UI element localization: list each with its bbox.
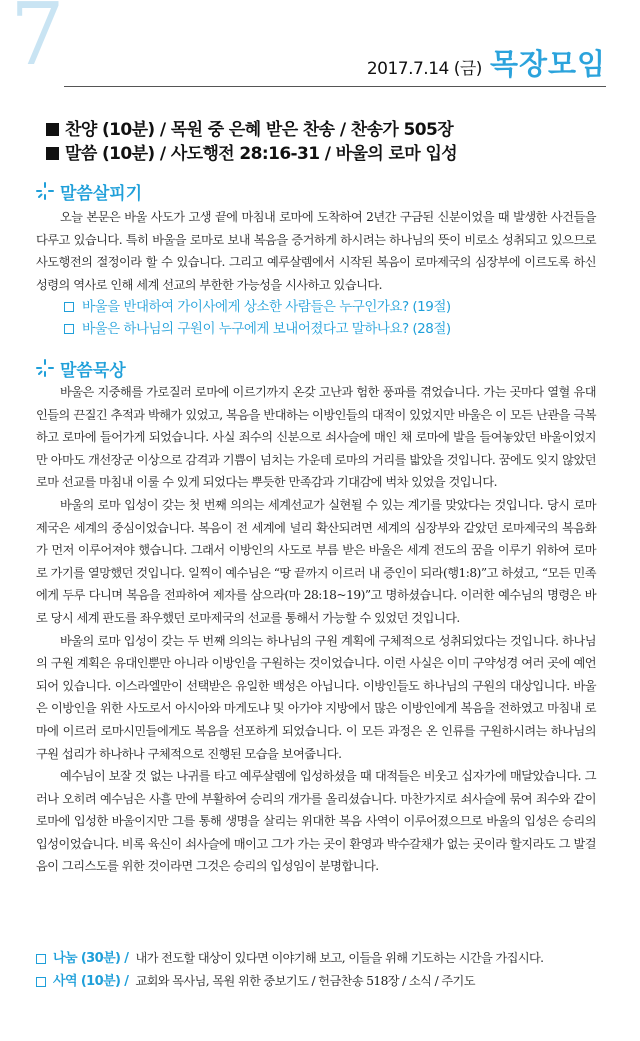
activity-text: 내가 전도할 대상이 있다면 이야기해 보고, 이들을 위해 기도하는 시간을 가집시다. [135,951,544,965]
square-outline-icon [64,302,74,312]
section-paragraph: 오늘 본문은 바울 사도가 고생 끝에 마침내 로마에 도착하여 2년간 구금된 신분이었을 때 발생한 사건들을 다루고 있습니다. 특히 바울을 로마로 보내 복음을 증거하게 하시려는 하나님의 뜻이 비로소 성취되고 있으므로 사도행전의 절정이라 할 수 있습니다. 그리고 예루살렘에서 시작된 복음이 로마제국의 심장부에 이르도록 하신 성령의 역사로 인해 세계 선교의 부한한 가능성을 시사하고 있습니다. [36,210,596,292]
section-paragraph: 바울의 로마 입성이 갖는 첫 번째 의의는 세계선교가 실현될 수 있는 계기를 맞았다는 것입니다. 당시 로마제국은 세계의 중심이었습니다. 복음이 전 세계에 널리 확산되려면 세계의 심장부와 같았던 로마제국의 복음화가 먼저 이루어져야 했습니다. 그래서 이방인의 사도로 부름 받은 바울은 세계 전도의 꿈을 이루기 위하여 로마로 가기를 열망했던 것입니다. 일찍이 예수님은 “땅 끝까지 이르러 내 증인이 되라(행1:8)”고 하셨고, “모든 민족에게 두루 다니며 복음을 전파하여 제자를 삼으라(마 28:18~19)”고 명하셨습니다. 이러한 예수님의 명령은 바로 당시 세계 판도를 좌우했던 로마제국의 선교를 통해서 가능할 수 있었던 것입니다. [36,497,596,625]
activity-item [36,970,606,993]
square-outline-icon [64,324,74,334]
schedule-item [46,118,606,142]
activity-item [36,947,606,970]
schedule-item [46,142,606,166]
square-bullet-icon [46,147,59,160]
section-paragraph: 예수님이 보잘 것 없는 나귀를 타고 예루살렘에 입성하셨을 때 대적들은 비웃고 십자가에 매달았습니다. 그러나 오히려 예수님은 사흘 만에 부활하여 승리의 개가를 올리셨습니다. 마찬가지로 쇠사슬에 묶여 죄수와 같이 로마에 입성한 바울이지만 그를 통해 생명을 살리는 위대한 복음 사역이 이루어졌으므로 바울의 입성은 승리의 입성이었습니다. 비록 육신이 쇠사슬에 매이고 그가 가는 곳이 환영과 박수갈채가 없는 곳이라 할지라도 그 발걸음이 그리스도를 위한 것이라면 그것은 승리의 입성임이 분명합니다. [36,769,596,874]
square-outline-icon [36,977,46,987]
schedule-item-text: 말씀 (10분) / 사도행전 28:16-31 / 바울의 로마 입성 [65,144,458,164]
section-title [36,357,596,379]
header-date: 2017.7.14 (금) [366,59,482,79]
question-item [36,296,596,318]
section-observe [36,180,596,340]
activity-label: 사역 (10분) / [53,974,129,989]
activities-block [36,947,606,993]
section-title-text: 말씀묵상 [60,360,126,381]
header-title: 목장모임 [489,47,606,81]
schedule-block [46,118,606,166]
header [367,42,606,83]
sparkle-icon [36,182,54,200]
section-title-text: 말씀살피기 [60,183,143,204]
square-outline-icon [36,954,46,964]
question-item [36,318,596,340]
question-text: 바울을 반대하여 가이사에게 상소한 사람들은 누구인가요? (19절) [82,299,451,316]
section-paragraph: 바울은 지중해를 가로질러 로마에 이르기까지 온갖 고난과 험한 풍파를 겪었습니다. 가는 곳마다 열혈 유대인들의 끈질긴 추적과 박해가 있었고, 복음을 반대하는 이방인들의 대적이 있었지만 바울은 이 모든 난관을 극복하고 로마에 들어가게 되었습니다. 사실 죄수의 신분으로 쇠사슬에 매인 채 로마에 발을 들여놓았던 바울이었지만 아마도 개선장군 이상으로 감격과 기쁨이 넘치는 가운데 로마의 거리를 밟았을 것입니다. 꿈에도 잊지 않았던 로마 선교를 마침내 이룰 수 있게 되었다는 뿌듯한 만족감과 기대감에 벅차 있었을 것입니다. [36,385,596,490]
activity-label: 나눔 (30분) / [53,951,129,966]
activity-text: 교회와 목사님, 목원 위한 중보기도 / 헌금찬송 518장 / 소식 / 주기도 [135,974,475,988]
section-meditate [36,357,596,878]
section-paragraph: 바울의 로마 입성이 갖는 두 번째 의의는 하나님의 구원 계획에 구체적으로 성취되었다는 것입니다. 하나님의 구원 계획은 유대인뿐만 아니라 이방인을 구원하는 것이었습니다. 이런 사실은 이미 구약성경 여러 곳에 예언되어 있습니다. 이스라엘만이 선택받은 유일한 백성은 아닙니다. 이방인들도 하나님의 구원의 대상입니다. 바울은 이방인을 위한 사도로서 아시아와 마게도냐 및 아가야 지방에서 많은 이방인에게 복음을 전하였고 마침내 로마에 이르러 로마시민들에게도 복음을 선포하게 되었습니다. 이 모든 과정은 온 인류를 구원하시려는 하나님의 구원 섭리가 하나하나 구체적으로 진행된 모습을 보여줍니다. [36,633,596,761]
sparkle-icon [36,359,54,377]
schedule-item-text: 찬양 (10분) / 목원 중 은혜 받은 찬송 / 찬송가 505장 [65,120,454,140]
header-divider [64,86,606,87]
square-bullet-icon [46,123,59,136]
section-title [36,180,596,202]
question-text: 바울은 하나님의 구원이 누구에게 보내어졌다고 말하나요? (28절) [82,321,451,338]
page-number: 7 [10,0,65,85]
